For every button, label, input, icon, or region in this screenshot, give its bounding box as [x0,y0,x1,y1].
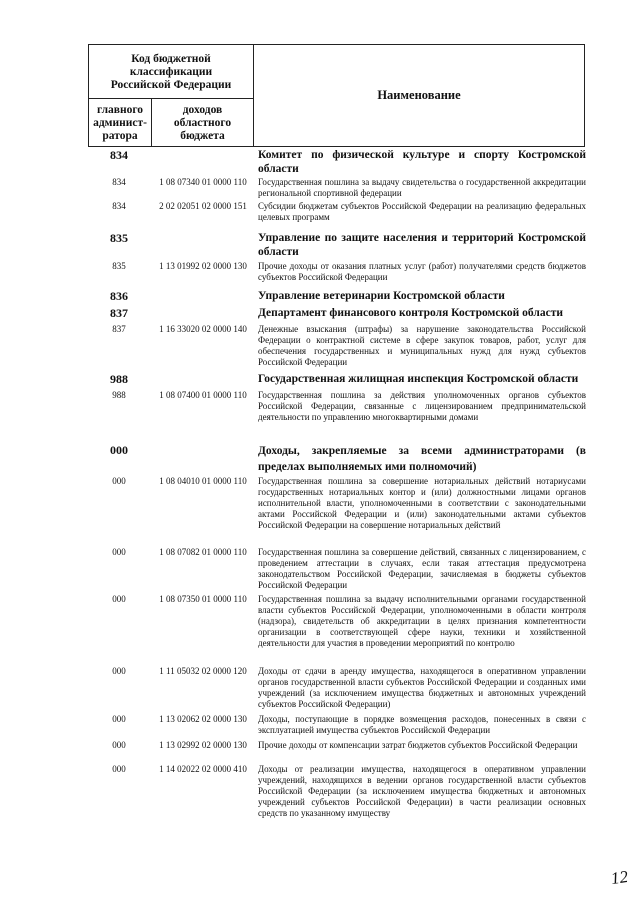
admin-code: 834 [110,148,128,162]
admin-code: 000 [110,443,128,457]
row-name: Прочие доходы от компенсации затрат бюджетов субъектов Российской Федерации [258,740,578,750]
income-code: 1 08 04010 01 0000 110 [159,476,247,486]
admin-code: 988 [110,372,128,386]
table-header [88,44,585,147]
admin-code: 835 [112,261,126,271]
row-name: Управление по защите населения и территорий Костромской области [258,232,586,258]
row-name: Доходы, поступающие в порядке возмещения расходов, понесенных в связи с эксплуатацией имущества субъектов Российской Федерации [258,714,586,735]
admin-code: 836 [110,289,128,303]
income-code: 1 08 07082 01 0000 110 [159,547,247,557]
row-name: Доходы, закрепляемые за всеми администраторами (в пределах выполняемых ими полномочий) [258,445,586,473]
income-code: 1 13 01992 02 0000 130 [159,261,247,271]
income-code: 1 08 07340 01 0000 110 [159,177,247,187]
admin-code: 835 [110,231,128,245]
admin-code: 837 [110,306,128,320]
income-code: 1 11 05032 02 0000 120 [159,666,247,676]
row-name: Департамент финансового контроля Костромской области [258,307,563,319]
row-name: Государственная пошлина за выдачу свидетельства о государственной аккредитации региональной спортивной федерации [258,177,586,198]
row-name: Государственная пошлина за действия уполномоченных органов субъектов Российской Федерации, связанные с лицензированием предпринимательской деятельности по управлению многоквартирными домами [258,390,586,422]
income-code: 1 13 02062 02 0000 130 [159,714,247,724]
income-code: 1 13 02992 02 0000 130 [159,740,247,750]
header-admin-col: главного админист- ратора [93,103,147,142]
admin-code: 000 [112,666,126,676]
row-name: Доходы от реализации имущества, находящегося в оперативном управлении учреждений, находящихся в ведении органов государственной власти субъектов Российской Федерации (за исключением имущества бюджетных и автономных учреждений субъектов Российской Федерации) в части реализации основных средств по указанному имуществу [258,764,586,818]
row-name: Государственная жилищная инспекция Костромской области [258,373,579,385]
admin-code: 000 [112,714,126,724]
page-number: 12 [609,866,630,889]
admin-code: 000 [112,740,126,750]
row-name: Прочие доходы от оказания платных услуг (работ) получателями средств бюджетов субъектов Российской Федерации [258,261,586,282]
admin-code: 834 [112,177,126,187]
header-hline [89,98,253,99]
admin-code: 000 [112,764,126,774]
income-code: 1 08 07350 01 0000 110 [159,594,247,604]
header-name-col: Наименование [377,88,461,102]
row-name: Государственная пошлина за совершение действий, связанных с лицензированием, с проведением аттестации в случаях, если такая аттестация предусмотрена законодательством Российской Федерации, зачисляемая в бюджеты субъектов Российской Федерации [258,547,586,590]
admin-code: 000 [112,547,126,557]
row-name: Государственная пошлина за совершение нотариальных действий нотариусами государственных нотариальных контор и (или) должностными лицами органов исполнительной власти, уполномоченными в соответствии с законодательными актами Российской Федерации и (или) законодательными актами субъектов Российской Федерации на совершение нотариальных действий [258,476,586,530]
income-code: 1 08 07400 01 0000 110 [159,390,247,400]
row-name: Управление ветеринарии Костромской области [258,290,505,302]
row-name: Денежные взыскания (штрафы) за нарушение законодательства Российской Федерации о контрактной системе в сфере закупок товаров, работ, услуг для обеспечения государственных и муниципальных нужд для нужд субъектов Российской Федерации [258,324,586,367]
header-budget-code-group: Код бюджетной классификации Российской Федерации [110,52,232,91]
income-code: 1 16 33020 02 0000 140 [159,324,247,334]
admin-code: 000 [112,476,126,486]
admin-code: 834 [112,201,126,211]
row-name: Комитет по физической культуре и спорту Костромской области [258,149,586,175]
admin-code: 837 [112,324,126,334]
admin-code: 000 [112,594,126,604]
row-name: Доходы от сдачи в аренду имущества, находящегося в оперативном управлении органов государственной власти субъектов Российской Федерации и созданных ими учреждений (за исключением имущества бюджетных и автономных учреждений субъектов Российской Федерации) [258,666,586,709]
income-code: 1 14 02022 02 0000 410 [159,764,247,774]
header-income-col: доходов областного бюджета [173,103,232,142]
admin-code: 988 [112,390,126,400]
row-name: Государственная пошлина за выдачу исполнительными органами государственной власти субъектов Российской Федерации, уполномоченными в области контроля (надзора), свидетельств об аккредитации в целях признания компетентности организации в соответствующей сфере науки, техники и хозяйственной деятельности для участия в проведении мероприятий по контролю [258,594,586,648]
row-name: Субсидии бюджетам субъектов Российской Федерации на реализацию федеральных целевых программ [258,201,586,222]
income-code: 2 02 02051 02 0000 151 [159,201,247,211]
